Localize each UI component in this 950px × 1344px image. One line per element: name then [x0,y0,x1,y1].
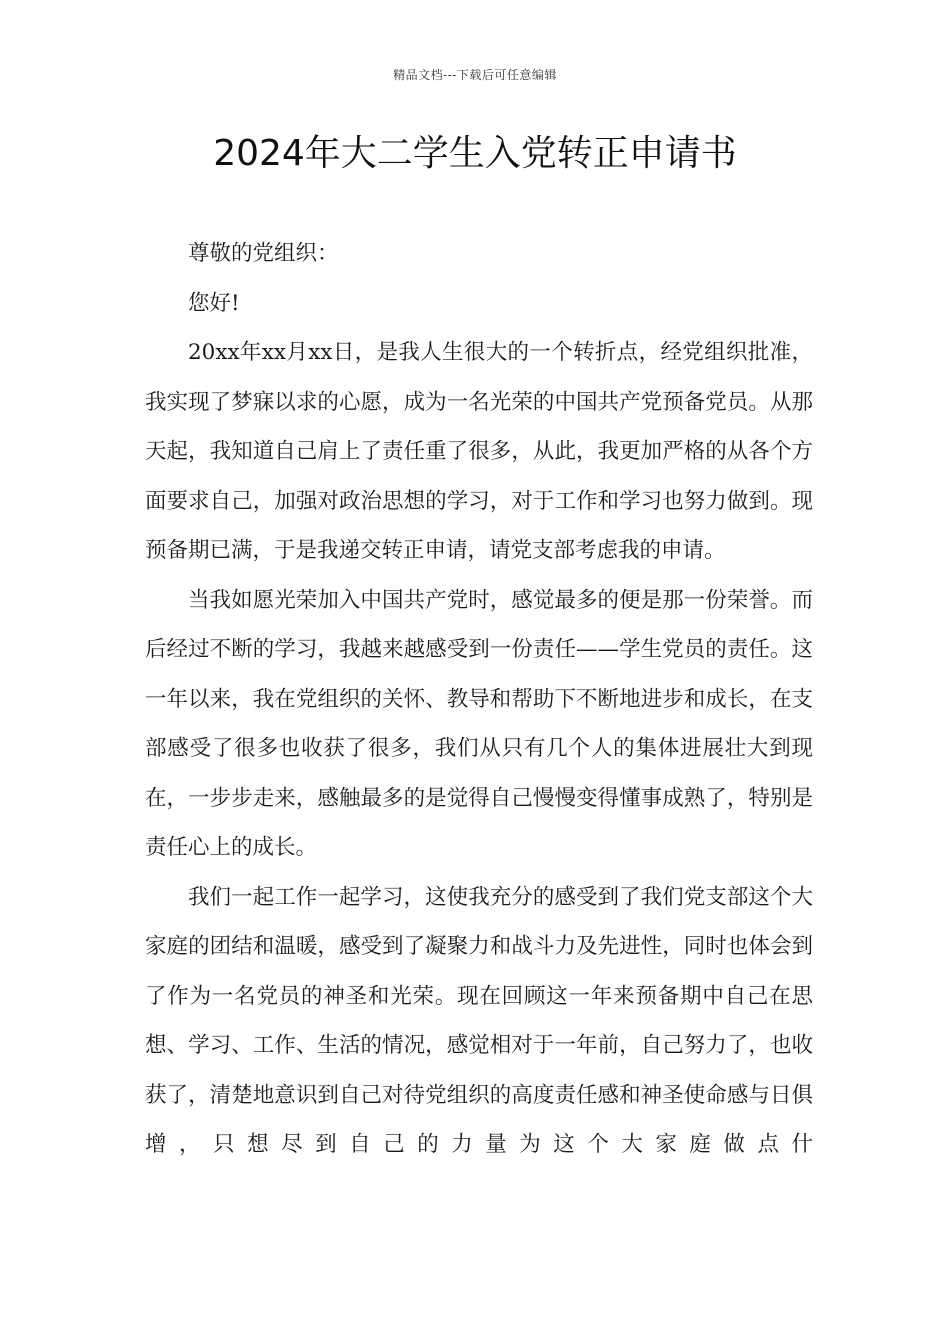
body-paragraph-3: 我们一起工作一起学习，这使我充分的感受到了我们党支部这个大家庭的团结和温暖，感受到了凝聚力和战斗力及先进性，同时也体会到了作为一名党员的神圣和光荣。现在回顾这一年来预备期中自己在思想、学习、工作、生活的情况，感觉相对于一年前，自己努力了，也收获了，清楚地意识到自己对待党组织的高度责任感和神圣使命感与日俱增，只想尽到自己的力量为这个大家庭做点什 [145,884,813,1157]
body-paragraph-1: 20xx年xx月xx日，是我人生很大的一个转折点，经党组织批准，我实现了梦寐以求的心愿，成为一名光荣的中国共产党预备党员。从那天起，我知道自己肩上了责任重了很多，从此，我更加严格的从各个方面要求自己，加强对政治思想的学习，对于工作和学习也努力做到。现预备期已满，于是我递交转正申请，请党支部考虑我的申请。 [145,340,813,563]
greeting: 您好! [188,290,240,316]
header-note: 精品文档---下载后可任意编辑 [393,68,557,82]
body-paragraph-2: 当我如愿光荣加入中国共产党时，感觉最多的便是那一份荣誉。而后经过不断的学习，我越来越感受到一份责任——学生党员的责任。这一年以来，我在党组织的关怀、教导和帮助下不断地进步和成长，在支部感受了很多也收获了很多，我们从只有几个人的集体进展壮大到现在，一步步走来，感触最多的是觉得自己慢慢变得懂事成熟了，特别是责任心上的成长。 [145,587,813,860]
document-title: 2024年大二学生入党转正申请书 [213,133,737,174]
salutation: 尊敬的党组织： [188,241,339,266]
document-body [145,229,813,1170]
